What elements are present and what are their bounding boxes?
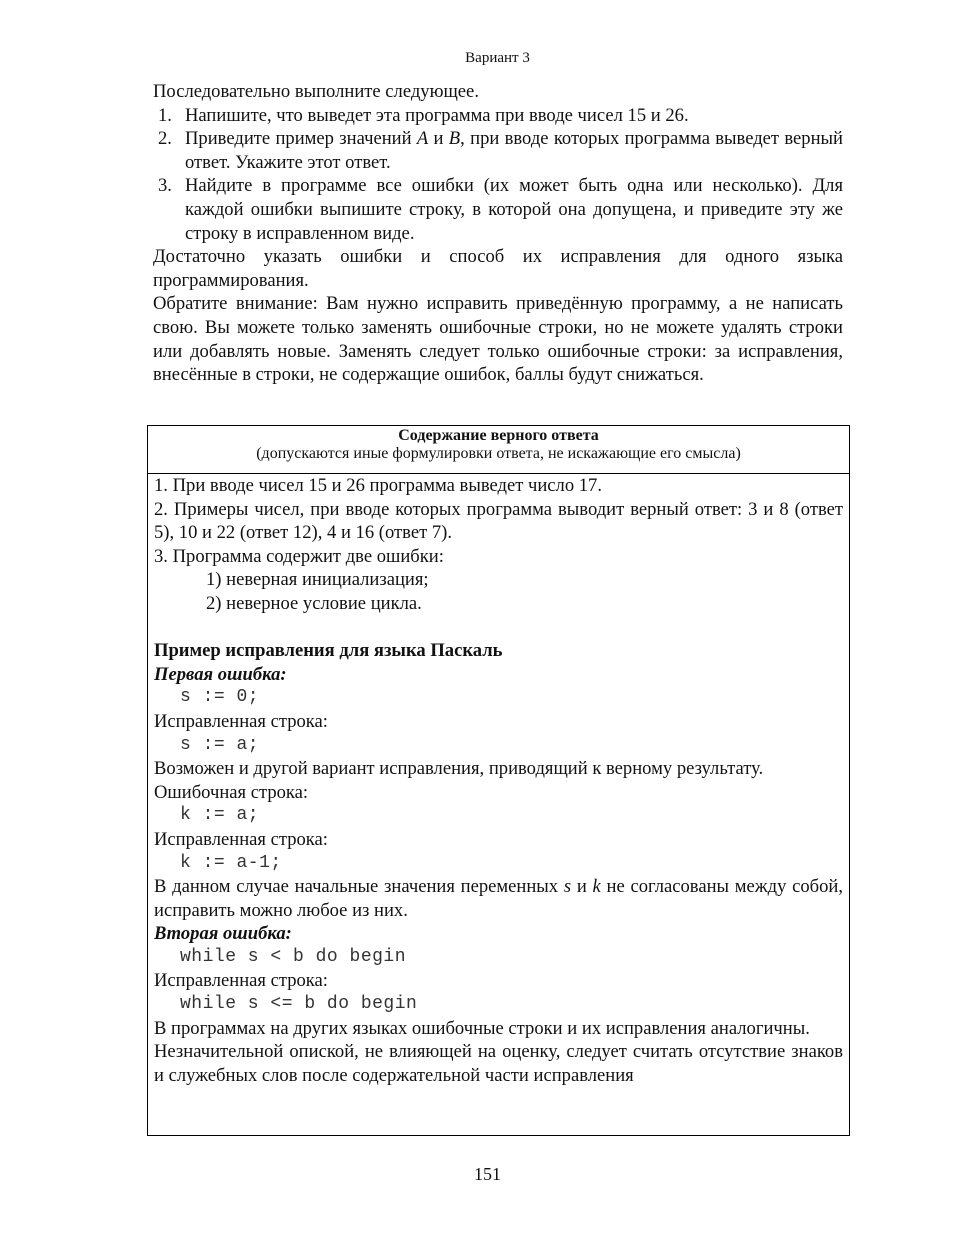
spacer xyxy=(154,616,843,640)
task-text: Найдите в программе все ошибки (их может быть одна или несколько). Для каждой ошибки выпишите строку, в которой она допущена, и приведите эту же строку в исправленном виде. xyxy=(185,175,843,244)
answer-1: 1. При вводе чисел 15 и 26 программа выведет число 17. xyxy=(154,475,603,496)
task-item xyxy=(153,174,843,245)
first-error-label: Первая ошибка: xyxy=(154,663,287,685)
second-error-label: Вторая ошибка: xyxy=(154,923,292,945)
first-error-fix: s := a; xyxy=(180,734,260,755)
var-s: s xyxy=(563,876,572,898)
task-text: Приведите пример значений xyxy=(185,128,417,150)
variant-header: Вариант 3 xyxy=(465,50,530,66)
answer-box-header xyxy=(148,426,849,474)
alternative-text: Возможен и другой вариант исправления, приводящий к верному результату. xyxy=(154,758,764,780)
paragraph-attention: Обратите внимание: Вам нужно исправить приведённую программу, а не написать свою. Вы можете только заменять ошибочные строки, но не можете удалять строки или добавлять новые. Заменять следует только ошибочные строки: за исправления, внесённые в строки, не содержащие ошибок, баллы будут снижаться. xyxy=(153,293,843,386)
intro-text: Последовательно выполните следующее. xyxy=(153,81,479,102)
answer-3-item-2: 2) неверное условие цикла. xyxy=(206,592,422,614)
first-error-code: s := 0; xyxy=(180,687,260,708)
other-languages-note: В программах на других языках ошибочные строки и их исправления аналогичны. xyxy=(154,1017,810,1039)
task-number: 1. xyxy=(158,104,172,126)
second-error-code: while s < b do begin xyxy=(180,946,407,967)
answer-3-item-1: 1) неверная инициализация; xyxy=(206,569,429,591)
task-item xyxy=(153,127,843,174)
note-text: не согласованы между собой, исправить можно любое из них. xyxy=(154,876,844,921)
page-content xyxy=(153,48,843,387)
answer-box xyxy=(147,425,850,1136)
task-list xyxy=(153,104,843,246)
fixed-line-label: Исправленная строка: xyxy=(154,828,328,850)
answer-subtitle: (допускаются иные формулировки ответа, не искажающие его смысла) xyxy=(256,445,741,462)
task-number: 2. xyxy=(158,128,172,150)
second-error-fix: while s <= b do begin xyxy=(180,994,418,1015)
var-k: k xyxy=(592,876,601,898)
task-item xyxy=(153,104,843,128)
answer-2: 2. Примеры чисел, при вводе которых программа выводит верный ответ: 3 и 8 (ответ 5), 10 и 22 (ответ 12), 4 и 16 (ответ 7). xyxy=(154,498,843,544)
page-number: 151 xyxy=(474,1164,501,1184)
minor-typo-note: Незначительной опиской, не влияющей на оценку, следует считать отсутствие знаков и служебных слов после содержательной части исправления xyxy=(154,1041,843,1086)
fixed-line-label: Исправленная строка: xyxy=(154,970,328,992)
note-text: и xyxy=(571,876,593,898)
note-text: В данном случае начальные значения переменных xyxy=(154,876,564,898)
var-a: A xyxy=(416,128,429,150)
task-text: , при вводе которых программа выведет верный ответ. Укажите этот ответ. xyxy=(185,128,843,173)
answer-body xyxy=(148,474,849,1087)
var-b: B xyxy=(448,128,461,150)
task-text: и xyxy=(428,128,449,150)
wrong-line-label: Ошибочная строка: xyxy=(154,781,309,803)
note-variables xyxy=(154,875,843,922)
alternative-fix: k := a-1; xyxy=(180,852,282,873)
fixed-line-label: Исправленная строка: xyxy=(154,710,328,732)
paragraph-one-language: Достаточно указать ошибки и способ их исправления для одного языка программирования. xyxy=(153,246,843,291)
alternative-code: k := a; xyxy=(180,805,260,826)
example-title: Пример исправления для языка Паскаль xyxy=(154,640,503,662)
answer-3: 3. Программа содержит две ошибки: xyxy=(154,545,444,567)
task-text: Напишите, что выведет эта программа при вводе чисел 15 и 26. xyxy=(185,104,689,126)
answer-title: Содержание верного ответа xyxy=(398,427,599,444)
task-number: 3. xyxy=(158,175,172,197)
